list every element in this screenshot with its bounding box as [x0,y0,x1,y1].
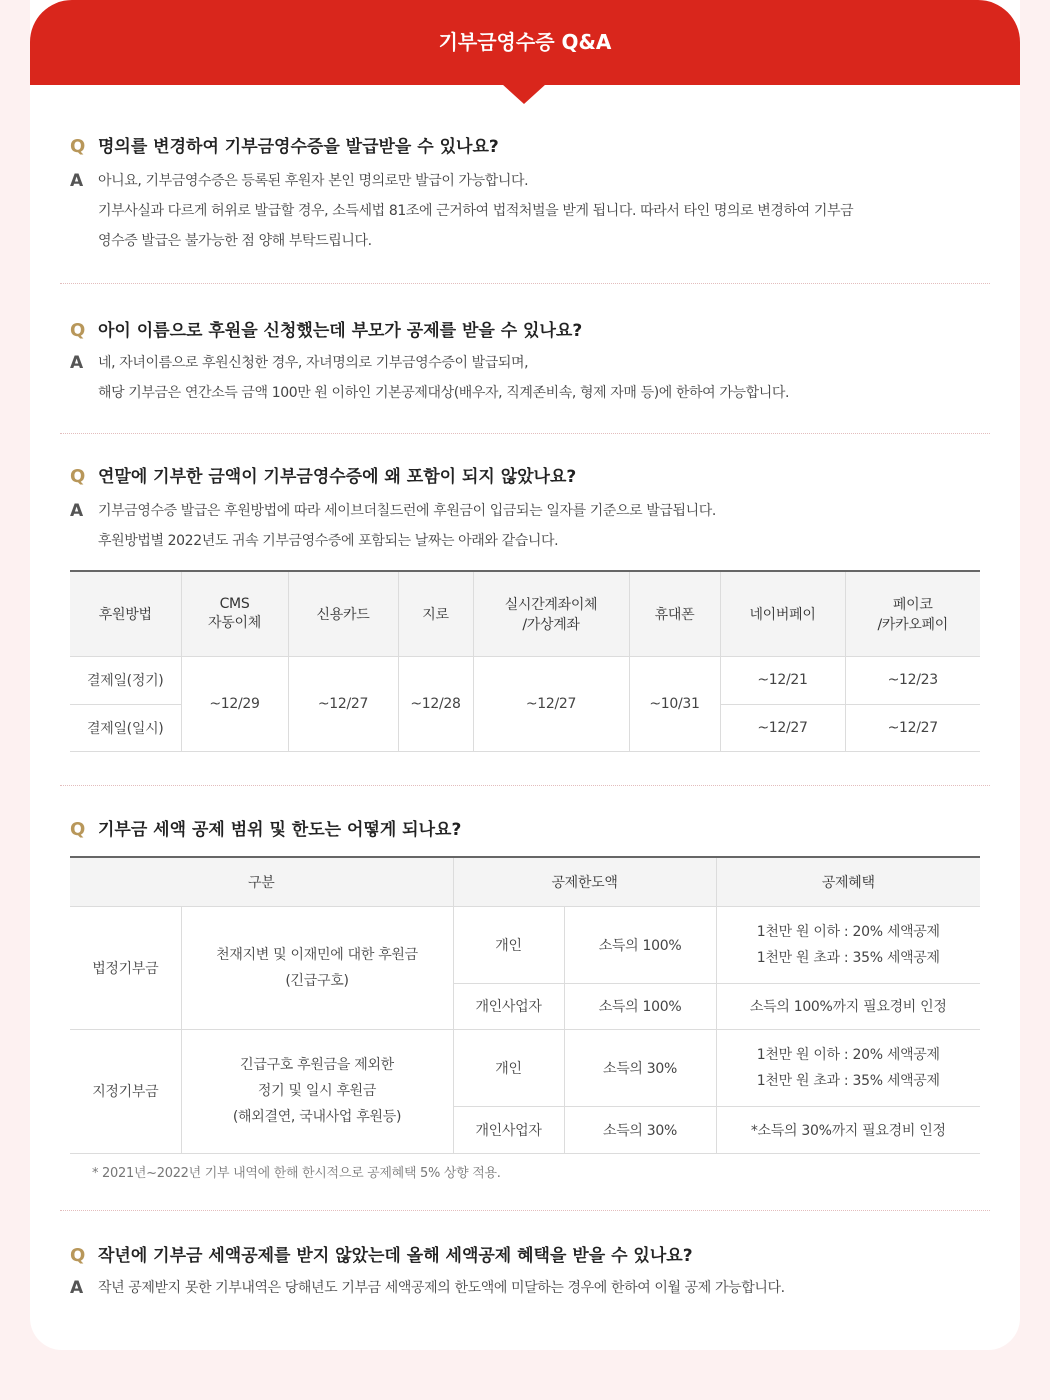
a-mark: A [70,171,84,191]
header-cell: 신용카드 [288,571,398,656]
header-cell: 페이코 /카카오페이 [845,571,980,656]
table-cell: ~12/21 [720,656,845,704]
table-cell: ~12/27 [473,656,629,751]
q-mark: Q [70,136,86,157]
page-title: 기부금영수증 Q&A [438,30,612,54]
table-row [70,656,980,704]
table-cell: ~12/23 [845,656,980,704]
divider [60,433,990,434]
a-mark: A [70,353,84,373]
header-cell: 실시간계좌이체 /가상계좌 [473,571,629,656]
row-label: 결제일(일시) [70,704,181,751]
q-mark: Q [70,466,86,487]
benefit-cell: *소득의 30%까지 필요경비 인정 [716,1106,980,1153]
description-cell: 천재지변 및 이재민에 대한 후원금 (긴급구호) [181,906,453,1029]
header-cell: 구분 [70,857,453,906]
faq-question-1: Q 명의를 변경하여 기부금영수증을 발급받을 수 있나요? [70,136,499,157]
type-cell: 개인 [453,1029,564,1106]
benefit-cell: 1천만 원 이하 : 20% 세액공제 1천만 원 초과 : 35% 세액공제 [716,1029,980,1106]
q-mark: Q [70,320,86,341]
header-cell: CMS 자동이체 [181,571,288,656]
table-cell: ~12/27 [845,704,980,751]
faq-question-4: Q 기부금 세액 공제 범위 및 한도는 어떻게 되나요? [70,819,462,840]
q-mark: Q [70,819,86,840]
payment-date-table [70,570,980,752]
table-row [70,906,980,983]
type-cell: 개인사업자 [453,1106,564,1153]
type-cell: 개인 [453,906,564,983]
header-cell: 후원방법 [70,571,181,656]
type-cell: 개인사업자 [453,983,564,1029]
a-mark: A [70,1278,84,1298]
header-notch [502,84,546,104]
faq-answer-3: A 기부금영수증 발급은 후원방법에 따라 세이브더칠드런에 후원금이 입금되는 일자를 기준으로 발급됩니다. 후원방법별 2022년도 귀속 기부금영수증에 포함되는 날짜는 아래와 같습니다. [70,496,716,556]
limit-cell: 소득의 100% [564,906,716,983]
limit-cell: 소득의 30% [564,1029,716,1106]
faq-answer-2: A 네, 자녀이름으로 후원신청한 경우, 자녀명의로 기부금영수증이 발급되며, 해당 기부금은 연간소득 금액 100만 원 이하인 기본공제대상(배우자, 직계존비속, 형제 자매 등)에 한하여 가능합니다. [70,348,789,408]
faq-answer-5: A 작년 공제받지 못한 기부내역은 당해년도 기부금 세액공제의 한도액에 미달하는 경우에 한하여 이월 공제 가능합니다. [70,1273,785,1303]
category-cell: 지정기부금 [70,1029,181,1153]
faq-answer-1: A 아니요, 기부금영수증은 등록된 후원자 본인 명의로만 발급이 가능합니다. 기부사실과 다르게 허위로 발급할 경우, 소득세법 81조에 근거하여 법적처벌을 받게 됩니다. 따라서 타인 명의로 변경하여 기부금 영수증 발급은 불가능한 점 양해 부탁드립니다. [70,166,853,256]
faq-question-5: Q 작년에 기부금 세액공제를 받지 않았는데 올해 세액공제 혜택을 받을 수 있나요? [70,1245,693,1266]
benefit-cell: 소득의 100%까지 필요경비 인정 [716,983,980,1029]
divider [60,283,990,284]
divider [60,1210,990,1211]
category-cell: 법정기부금 [70,906,181,1029]
header-cell: 공제혜택 [716,857,980,906]
table-cell: ~10/31 [629,656,720,751]
faq-question-2: Q 아이 이름으로 후원을 신청했는데 부모가 공제를 받을 수 있나요? [70,320,583,341]
header-cell: 네이버페이 [720,571,845,656]
table-cell: ~12/27 [288,656,398,751]
table-cell: ~12/29 [181,656,288,751]
header-cell: 지로 [398,571,473,656]
faq-question-3: Q 연말에 기부한 금액이 기부금영수증에 왜 포함이 되지 않았나요? [70,466,577,487]
table-row [70,1029,980,1106]
header-cell: 휴대폰 [629,571,720,656]
description-cell: 긴급구호 후원금을 제외한 정기 및 일시 후원금 (해외결연, 국내사업 후원등) [181,1029,453,1153]
limit-cell: 소득의 100% [564,983,716,1029]
limit-cell: 소득의 30% [564,1106,716,1153]
divider [60,785,990,786]
deduction-table [70,856,980,1154]
table-footnote: * 2021년~2022년 기부 내역에 한해 한시적으로 공제혜택 5% 상향 적용. [92,1166,501,1181]
row-label: 결제일(정기) [70,656,181,704]
table-cell: ~12/28 [398,656,473,751]
q-mark: Q [70,1245,86,1266]
a-mark: A [70,501,84,521]
table-cell: ~12/27 [720,704,845,751]
benefit-cell: 1천만 원 이하 : 20% 세액공제 1천만 원 초과 : 35% 세액공제 [716,906,980,983]
header-cell: 공제한도액 [453,857,716,906]
deduction-header-row [70,857,980,906]
payment-header-row [70,571,980,656]
